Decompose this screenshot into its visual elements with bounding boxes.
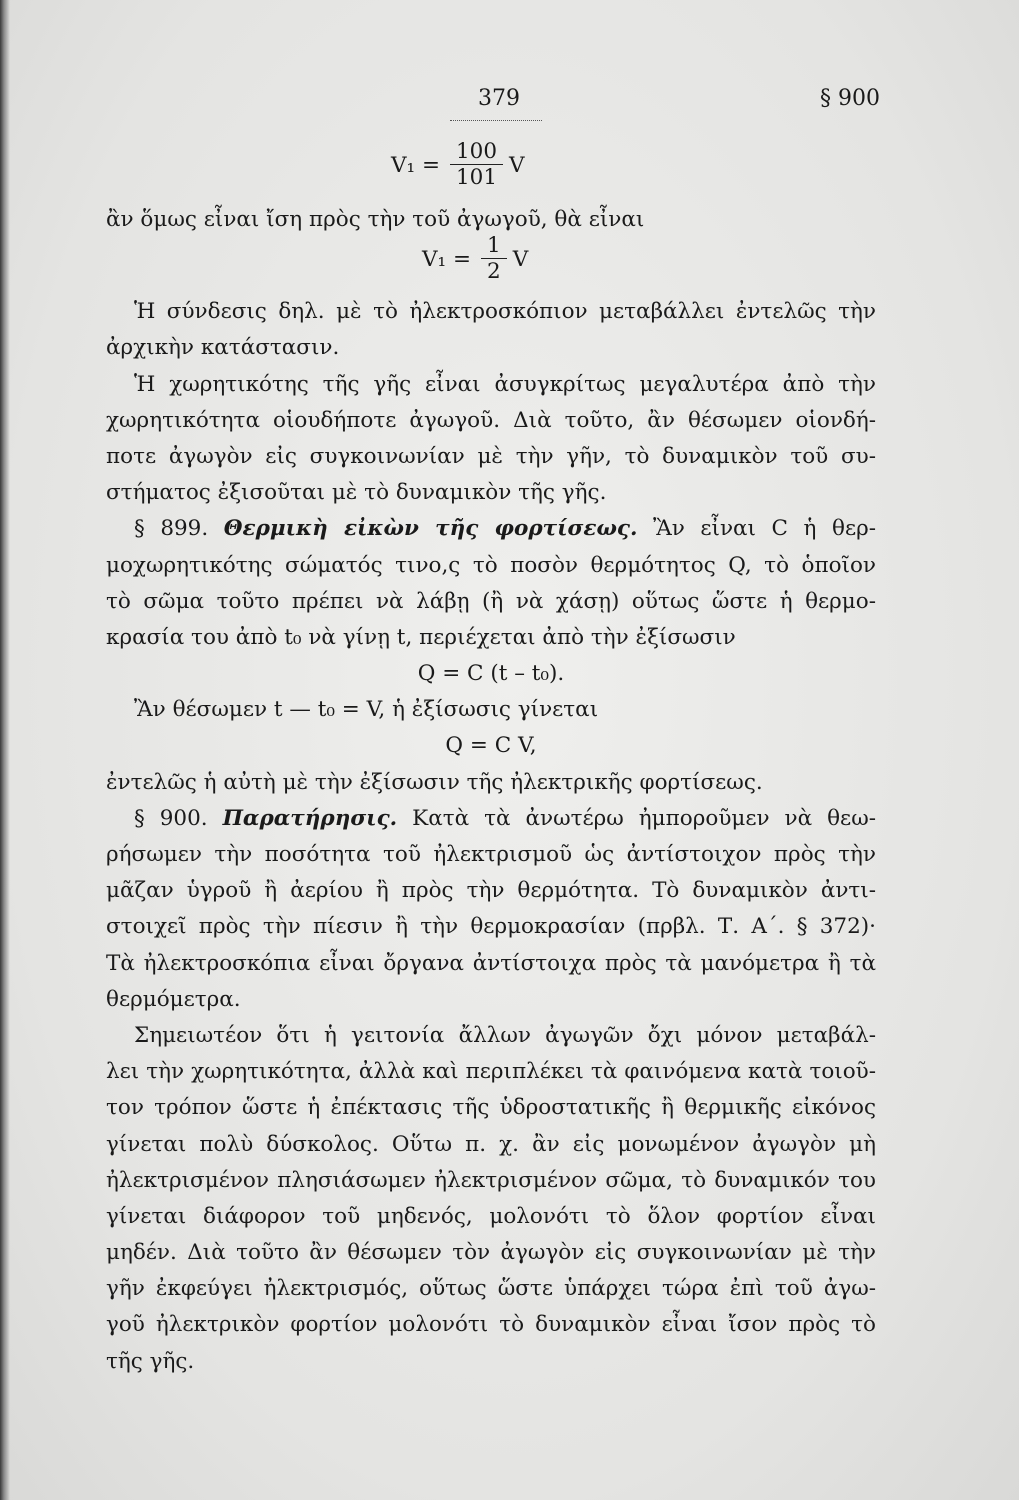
text-line: Τὰ ἠλεκτροσκόπια εἶναι ὄργανα ἀντίστοιχα πρὸς τὰ μανόμετρα ἢ τὰ	[106, 950, 876, 976]
text-line: στοιχεῖ πρὸς τὴν πίεσιν ἢ τὴν θερμοκρασίαν (πρβλ. Τ. Α΄. § 372)·	[106, 914, 876, 940]
text-line: τὸ σῶμα τοῦτο πρέπει νὰ λάβῃ (ἢ νὰ χάσῃ) οὕτως ὥστε ἡ θερμο-	[106, 588, 876, 614]
page-number-rule	[450, 120, 542, 121]
text-line: ἐντελῶς ἡ αὐτὴ μὲ τὴν ἐξίσωσιν τῆς ἠλεκτρικῆς φορτίσεως.	[106, 769, 763, 795]
text-line: Ἂν θέσωμεν t — t₀ = V, ἡ ἐξίσωσις γίνεται	[134, 697, 599, 723]
text-line: γοῦ ἠλεκτρικὸν φορτίον μολονότι τὸ δυναμικὸν εἶναι ἴσον πρὸς τὸ	[106, 1312, 876, 1338]
formula-numerator: 1	[487, 233, 501, 259]
text-line: μᾶζαν ὑγροῦ ἢ ἀερίου ἢ πρὸς τὴν θερμότητα. Τὸ δυναμικὸν ἀντι-	[106, 878, 876, 904]
text-line: στήματος ἐξισοῦται μὲ τὸ δυναμικὸν τῆς γῆς.	[106, 480, 607, 506]
text-line: μηδέν. Διὰ τοῦτο ἂν θέσωμεν τὸν ἀγωγὸν εἰς συγκοινωνίαν μὲ τὴν	[106, 1240, 876, 1266]
running-section-mark: § 900	[820, 86, 880, 111]
text-fragment: Κατὰ τὰ ἀνωτέρω ἠμποροῦμεν νὰ θεω-	[412, 805, 876, 831]
text-line: γίνεται διάφορον τοῦ μηδενός, μολονότι τὸ ὅλον φορτίον εἶναι	[106, 1203, 876, 1229]
formula-lhs: V₁ =	[391, 153, 440, 178]
text-line: λει τὴν χωρητικότητα, ἀλλὰ καὶ περιπλέκει τὰ φαινόμενα κατὰ τοιοῦ-	[106, 1059, 876, 1085]
section-899-heading-line	[106, 511, 876, 547]
text-line: κρασία του ἀπὸ t₀ νὰ γίνῃ t, περιέχεται ἀπὸ τὴν ἐξίσωσιν	[106, 624, 736, 650]
text-line: τῆς γῆς.	[106, 1348, 195, 1374]
section-title: Θερμικὴ εἰκὼν τῆς φορτίσεως.	[223, 516, 638, 542]
section-title: Παρατήρησις.	[222, 805, 398, 831]
page-number: 379	[478, 86, 520, 111]
formula-rhs: V	[512, 247, 529, 273]
text-line: Ἡ χωρητικότης τῆς γῆς εἶναι ἀσυγκρίτως μεγαλυτέρα ἀπὸ τὴν	[134, 371, 876, 397]
section-900-heading-line	[106, 801, 876, 837]
text-line: τον τρόπον ὥστε ἡ ἐπέκτασις τῆς ὑδροστατικῆς ἢ θερμικῆς εἰκόνος	[106, 1095, 876, 1121]
text-line: Ἡ σύνδεσις δηλ. μὲ τὸ ἠλεκτροσκόπιον μεταβάλλει ἐντελῶς τὴν	[134, 299, 876, 325]
page-body	[106, 140, 876, 1380]
section-number: § 900.	[134, 805, 208, 831]
text-line: ρήσωμεν τὴν ποσότητα τοῦ ἠλεκτρισμοῦ ὡς ἀντίστοιχον πρὸς τὴν	[106, 842, 876, 867]
formula-v1-fraction-100-101	[106, 140, 876, 202]
section-number: § 899.	[134, 516, 209, 542]
equation-q-c-t: Q = C (t – t₀).	[417, 661, 565, 687]
text-line: γίνεται πολὺ δύσκολος. Οὕτω π. χ. ἂν εἰς μονωμένον ἀγωγὸν μὴ	[106, 1131, 876, 1157]
text-fragment: Ἂν εἶναι C ἡ θερ-	[653, 516, 876, 542]
text-line: ἀρχικὴν κατάστασιν.	[106, 335, 340, 361]
text-line: ἠλεκτρισμένον πλησιάσωμεν ἠλεκτρισμένον σῶμα, τὸ δυναμικόν του	[106, 1167, 876, 1193]
text-line: μοχωρητικότης σώματός τινο,ς τὸ ποσὸν θερμότητος Q, τὸ ὁποῖον	[106, 552, 876, 578]
formula-lhs: V₁ =	[422, 247, 471, 273]
text-line: ἂν ὅμως εἶναι ἴση πρὸς τὴν τοῦ ἀγωγοῦ, θὰ εἶναι	[106, 207, 645, 232]
formula-denominator: 101	[456, 165, 498, 190]
text-line: γῆν ἐκφεύγει ἠλεκτρισμός, οὕτως ὥστε ὑπάρχει τώρα ἐπὶ τοῦ ἀγω-	[106, 1276, 876, 1302]
text-line: ποτε ἀγωγὸν εἰς συγκοινωνίαν μὲ τὴν γῆν, τὸ δυναμικὸν τοῦ συ-	[106, 443, 876, 469]
formula-v1-fraction-1-2	[106, 233, 876, 294]
equation-q-cv: Q = C V,	[445, 733, 537, 759]
page-header	[0, 86, 1019, 122]
text-line: θερμόμετρα.	[106, 986, 241, 1012]
binding-edge	[0, 0, 10, 1500]
text-line: χωρητικότητα οἱουδήποτε ἀγωγοῦ. Διὰ τοῦτο, ἂν θέσωμεν οἱονδή-	[106, 407, 876, 433]
formula-rhs: V	[509, 153, 525, 178]
formula-numerator: 100	[456, 139, 498, 164]
text-line: Σημειωτέον ὅτι ἡ γειτονία ἄλλων ἀγωγῶν ὄχι μόνον μεταβάλ-	[134, 1022, 876, 1048]
formula-denominator: 2	[487, 259, 501, 285]
